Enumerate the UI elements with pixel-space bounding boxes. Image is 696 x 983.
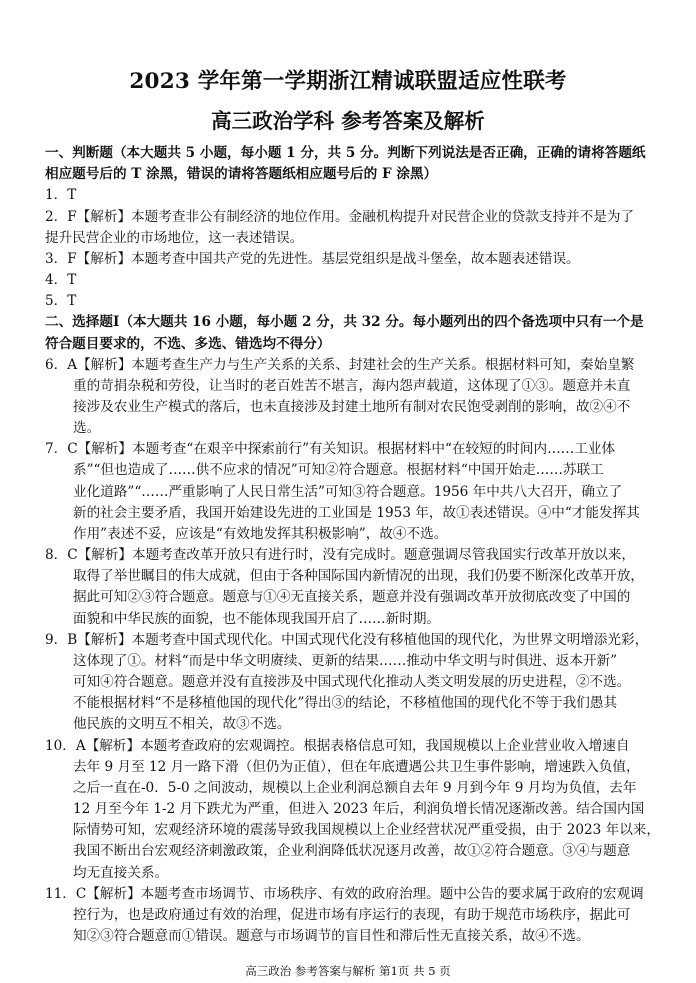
answer-line: 他民族的文明互不相关，故③不选。 bbox=[73, 716, 291, 733]
answer-line: 可知④符合题意。题意并没有直接涉及中国式现代化推动人类文明发展的历史进程，②不选。 bbox=[73, 674, 631, 691]
answer-line: 去年 9 月至 12 月一路下滑（但仍为正值），但在年底遭遇公共卫生事件影响，增速跌入负值， bbox=[73, 758, 640, 775]
section1-heading-line2: 相应题号后的 T 涂黑，错误的请将答题纸相应题号后的 F 涂黑） bbox=[45, 166, 438, 183]
answer-line: 重的苛捐杂税和劳役，让当时的老百姓苦不堪言，海内怨声载道，这体现了①③。题意并未直 bbox=[73, 377, 631, 394]
answer-line: 这体现了①。材料“而是中华文明赓续、更新的结果……推动中华文明与时俱进、返本开新” bbox=[73, 652, 618, 669]
answer-line: 接涉及农业生产模式的落后，也未直接涉及封建土地所有制对农民饱受剥削的影响，故②④不 bbox=[73, 398, 631, 415]
answer-line: 系”“但也造成了……供不应求的情况”可知②符合题意。根据材料“中国开始走……苏联工 bbox=[73, 462, 604, 479]
answer-q2-line2: 提升民营企业的市场地位，这一表述错误。 bbox=[45, 229, 304, 246]
answer-line: 取得了举世瞩目的伟大成就，但由于各种国际国内新情况的出现，我们仍要不断深化改革开放， bbox=[73, 568, 644, 585]
answer-q3: 3．F【解析】本题考查中国共产党的先进性。基层党组织是战斗堡垒，故本题表述错误。 bbox=[45, 250, 580, 267]
section2-heading-line1: 二、选择题Ⅰ（本大题共 16 小题，每小题 2 分，共 32 分。每小题列出的四个备选项中只有一个是 bbox=[45, 314, 644, 331]
answer-line: 之后一直在-0．5-0 之间波动，规模以上企业利润总额自去年 9 月到今年 9 月均为负值，去年 bbox=[73, 779, 637, 796]
answer-line: 不能根据材料“不是移植他国的现代化”得出③的结论，不移植他国的现代化不等于我们愚其 bbox=[73, 695, 618, 712]
answer-line: 控行为，也是政府通过有效的治理，促进市场有序运行的表现，有助于规范市场秩序，据此可 bbox=[73, 906, 631, 923]
answer-line: 11．C【解析】本题考查市场调节、市场秩序、有效的政府治理。题中公告的要求属于政府的宏观调 bbox=[45, 885, 644, 902]
answer-line: 8．C【解析】本题考查改革开放只有进行时，没有完成时。题意强调尽管我国实行改革开放以来， bbox=[45, 547, 635, 564]
section2-heading-line2: 符合题目要求的，不选、多选、错选均不得分） bbox=[45, 335, 331, 352]
answer-line: 我国不断出台宏观经济刺激政策，企业利润降低状况逐月改善，故①②符合题意。③④与题意 bbox=[73, 843, 631, 860]
answer-line: 新的社会主要矛盾，我国开始建设先进的工业国是 1953 年，故①表述错误。④中“才能发挥其 bbox=[73, 504, 640, 521]
answer-q5: 5．T bbox=[45, 293, 77, 310]
answer-line: 际情势可知，宏观经济环境的震荡导致我国规模以上企业经营状况严重受损，由于 2023 年以来， bbox=[73, 822, 660, 839]
answer-line: 6．A【解析】本题考查生产力与生产关系的关系、封建社会的生产关系。根据材料可知，秦始皇繁 bbox=[45, 356, 635, 373]
answer-line: 7．C【解析】本题考查“在艰辛中探索前行”有关知识。根据材料中“在较短的时间内……工业体 bbox=[45, 441, 616, 458]
answer-line: 业化道路”“……严重影响了人民日常生活”可知③符合题意。1956 年中共八大召开，确立了 bbox=[73, 483, 623, 500]
answer-line: 均无直接关系。 bbox=[73, 864, 169, 881]
page-title: 2023 学年第一学期浙江精诚联盟适应性联考 bbox=[129, 69, 567, 94]
answer-line: 12 月至今年 1-2 月下跌尤为严重，但进入 2023 年后，利润负增长情况逐渐改善。结合国内国 bbox=[73, 801, 645, 817]
answer-q2-line1: 2．F【解析】本题考查非公有制经济的地位作用。金融机构提升对民营企业的贷款支持并不是为了 bbox=[45, 208, 635, 225]
answer-line: 作用”表述不妥，应该是“有效地发挥其积极影响”，故④不选。 bbox=[73, 525, 448, 542]
page-footer: 高三政治 参考答案与解析 第1页 共 5 页 bbox=[245, 964, 451, 978]
section1-heading-line1: 一、判断题（本大题共 5 小题，每小题 1 分，共 5 分。判断下列说法是否正确，正确的请将答题纸 bbox=[45, 145, 646, 161]
page-subtitle: 高三政治学科 参考答案及解析 bbox=[211, 109, 485, 133]
answer-line: 9．B【解析】本题考查中国式现代化。中国式现代化没有移植他国的现代化，为世界文明增添光彩， bbox=[45, 631, 649, 648]
answer-line: 10．A【解析】本题考查政府的宏观调控。根据表格信息可知，我国规模以上企业营业收入增速自 bbox=[45, 737, 630, 754]
answer-line: 选。 bbox=[73, 420, 101, 437]
answer-line: 知②③符合题意而①错误。题意与市场调节的盲目性和滞后性无直接关系，故④不选。 bbox=[73, 928, 590, 944]
answer-q1: 1．T bbox=[45, 187, 77, 204]
answer-line: 面貌和中华民族的面貌，也不能体现我国开启了……新时期。 bbox=[73, 610, 441, 627]
answer-line: 据此可知②③符合题意。题意与①④无直接关系，题意并没有强调改革开放彻底改变了中国的 bbox=[73, 589, 631, 606]
answer-q4: 4．T bbox=[45, 272, 77, 288]
